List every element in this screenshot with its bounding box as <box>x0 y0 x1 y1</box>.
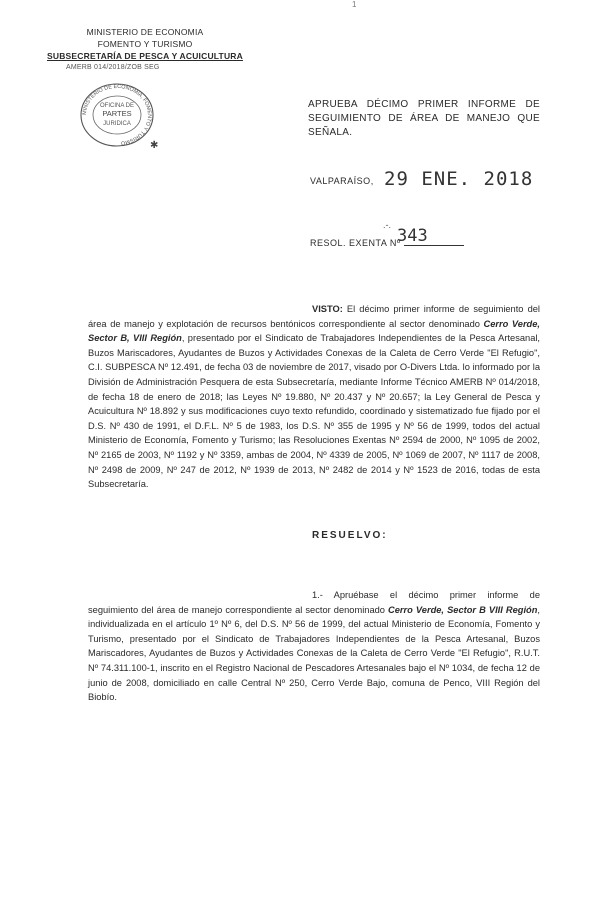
visto-text-part1: El décimo primer informe de seguimiento del área de manejo y explotación de recursos bentónicos correspondiente al sector denominado <box>88 304 540 329</box>
undersecretariat-name: SUBSECRETARÍA DE PESCA Y ACUICULTURA <box>47 51 243 61</box>
visto-label: VISTO: <box>312 304 343 314</box>
date-place: VALPARAÍSO, <box>310 176 374 186</box>
stamp-center-line2: PARTES <box>102 109 132 118</box>
resuelvo-heading: RESUELVO: <box>312 530 388 541</box>
visto-sector-name: Cerro Verde, Sector B, VIII Región <box>88 318 540 344</box>
ministry-subtitle: FOMENTO Y TURISMO <box>97 39 193 49</box>
item1-sector-name: Cerro Verde, Sector B VIII Región <box>388 604 538 615</box>
letterhead <box>40 26 250 74</box>
star-icon: ✱ <box>150 140 159 151</box>
item1-text-part1: 1.- Apruébase el décimo primer informe de seguimiento del área de manejo correspondiente al sector denominado <box>88 590 540 615</box>
stamp-center-line3: JURIDICA <box>103 121 131 127</box>
ministry-name: MINISTERIO DE ECONOMIA <box>86 27 204 37</box>
date-handwritten: 29 ENE. 2018 <box>384 168 534 190</box>
resolution-label: RESOL. EXENTA Nº <box>310 238 401 248</box>
resolution-line <box>310 238 464 248</box>
resolution-title: APRUEBA DÉCIMO PRIMER INFORME DE SEGUIMIENTO DE ÁREA DE MANEJO QUE SEÑALA. <box>308 99 540 138</box>
visto-paragraph <box>88 302 540 492</box>
resolution-number: 343 <box>397 226 428 246</box>
item1-text-part2: , individualizada en el artículo 1º Nº 6, del D.S. Nº 56 de 1999, del actual Ministerio de Economía, Fomento y Turismo, presentado por el Sindicato de Trabajadores Independientes de la Pesca Artesanal, Buzos Mariscadores, Ayudantes de Buzos y Actividades Conexas de la Caleta de Cerro Verde "El Refugio", R.U.T. Nº 74.311.100-1, inscrito en el Registro Nacional de Pescadores Artesanales bajo el Nº 1034, de fecha 12 de junio de 2008, domiciliado en calle Central Nº 250, Cerro Verde Bajo, comuna de Penco, VIII Región del Biobío. <box>88 604 540 703</box>
office-stamp <box>78 82 156 148</box>
stamp-ring-text: MINISTERIO DE ECONOMÍA, FOMENTO Y TURISMO <box>81 83 153 146</box>
resolution-item-1 <box>88 588 540 705</box>
reference-code: AMERB 014/2018/ZOB SEG <box>66 64 160 71</box>
visto-text-part2: , presentado por el Sindicato de Trabajadores Independientes de la Pesca Artesanal, Buzos Mariscadores, Ayudantes de Buzos y Actividades Conexas de la Caleta de Cerro Verde "El Refugio", C.I. SUBPESCA Nº 12.491, de fecha 03 de noviembre de 2017, visado por O-Divers Ltda. lo informado por la División de Administración Pesquera de esta Subsecretaría, mediante Informe Técnico AMERB Nº 014/2018, de fecha 18 de enero de 2018; las Leyes Nº 19.880, Nº 20.437 y Nº 20.657; la Ley General de Pesca y Acuicultura Nº 18.892 y sus modificaciones cuyo texto refundido, coordinado y sistematizado fue fijado por el D.S. Nº 430 de 1991, el D.F.L. Nº 5 de 1983, los D.S. Nº 355 de 1995 y Nº 56 de 1999, todos del actual Ministerio de Economía, Fomento y Turismo; las Resoluciones Exentas Nº 2594 de 2000, Nº 1095 de 2002, Nº 2165 de 2003, Nº 1192 y Nº 3359, ambas de 2004, Nº 4339 de 2005, Nº 1069 de 2007, Nº 1117 de 2008, Nº 2498 de 2009, Nº 247 de 2012, Nº 1939 de 2013, Nº 2482 de 2014 y Nº 1523 de 2016, todas de esta Subsecretaría. <box>88 333 541 490</box>
initials-mark: .-. <box>383 220 391 230</box>
top-mark: 1 <box>352 0 357 9</box>
stamp-center-line1: OFICINA DE <box>99 103 135 109</box>
